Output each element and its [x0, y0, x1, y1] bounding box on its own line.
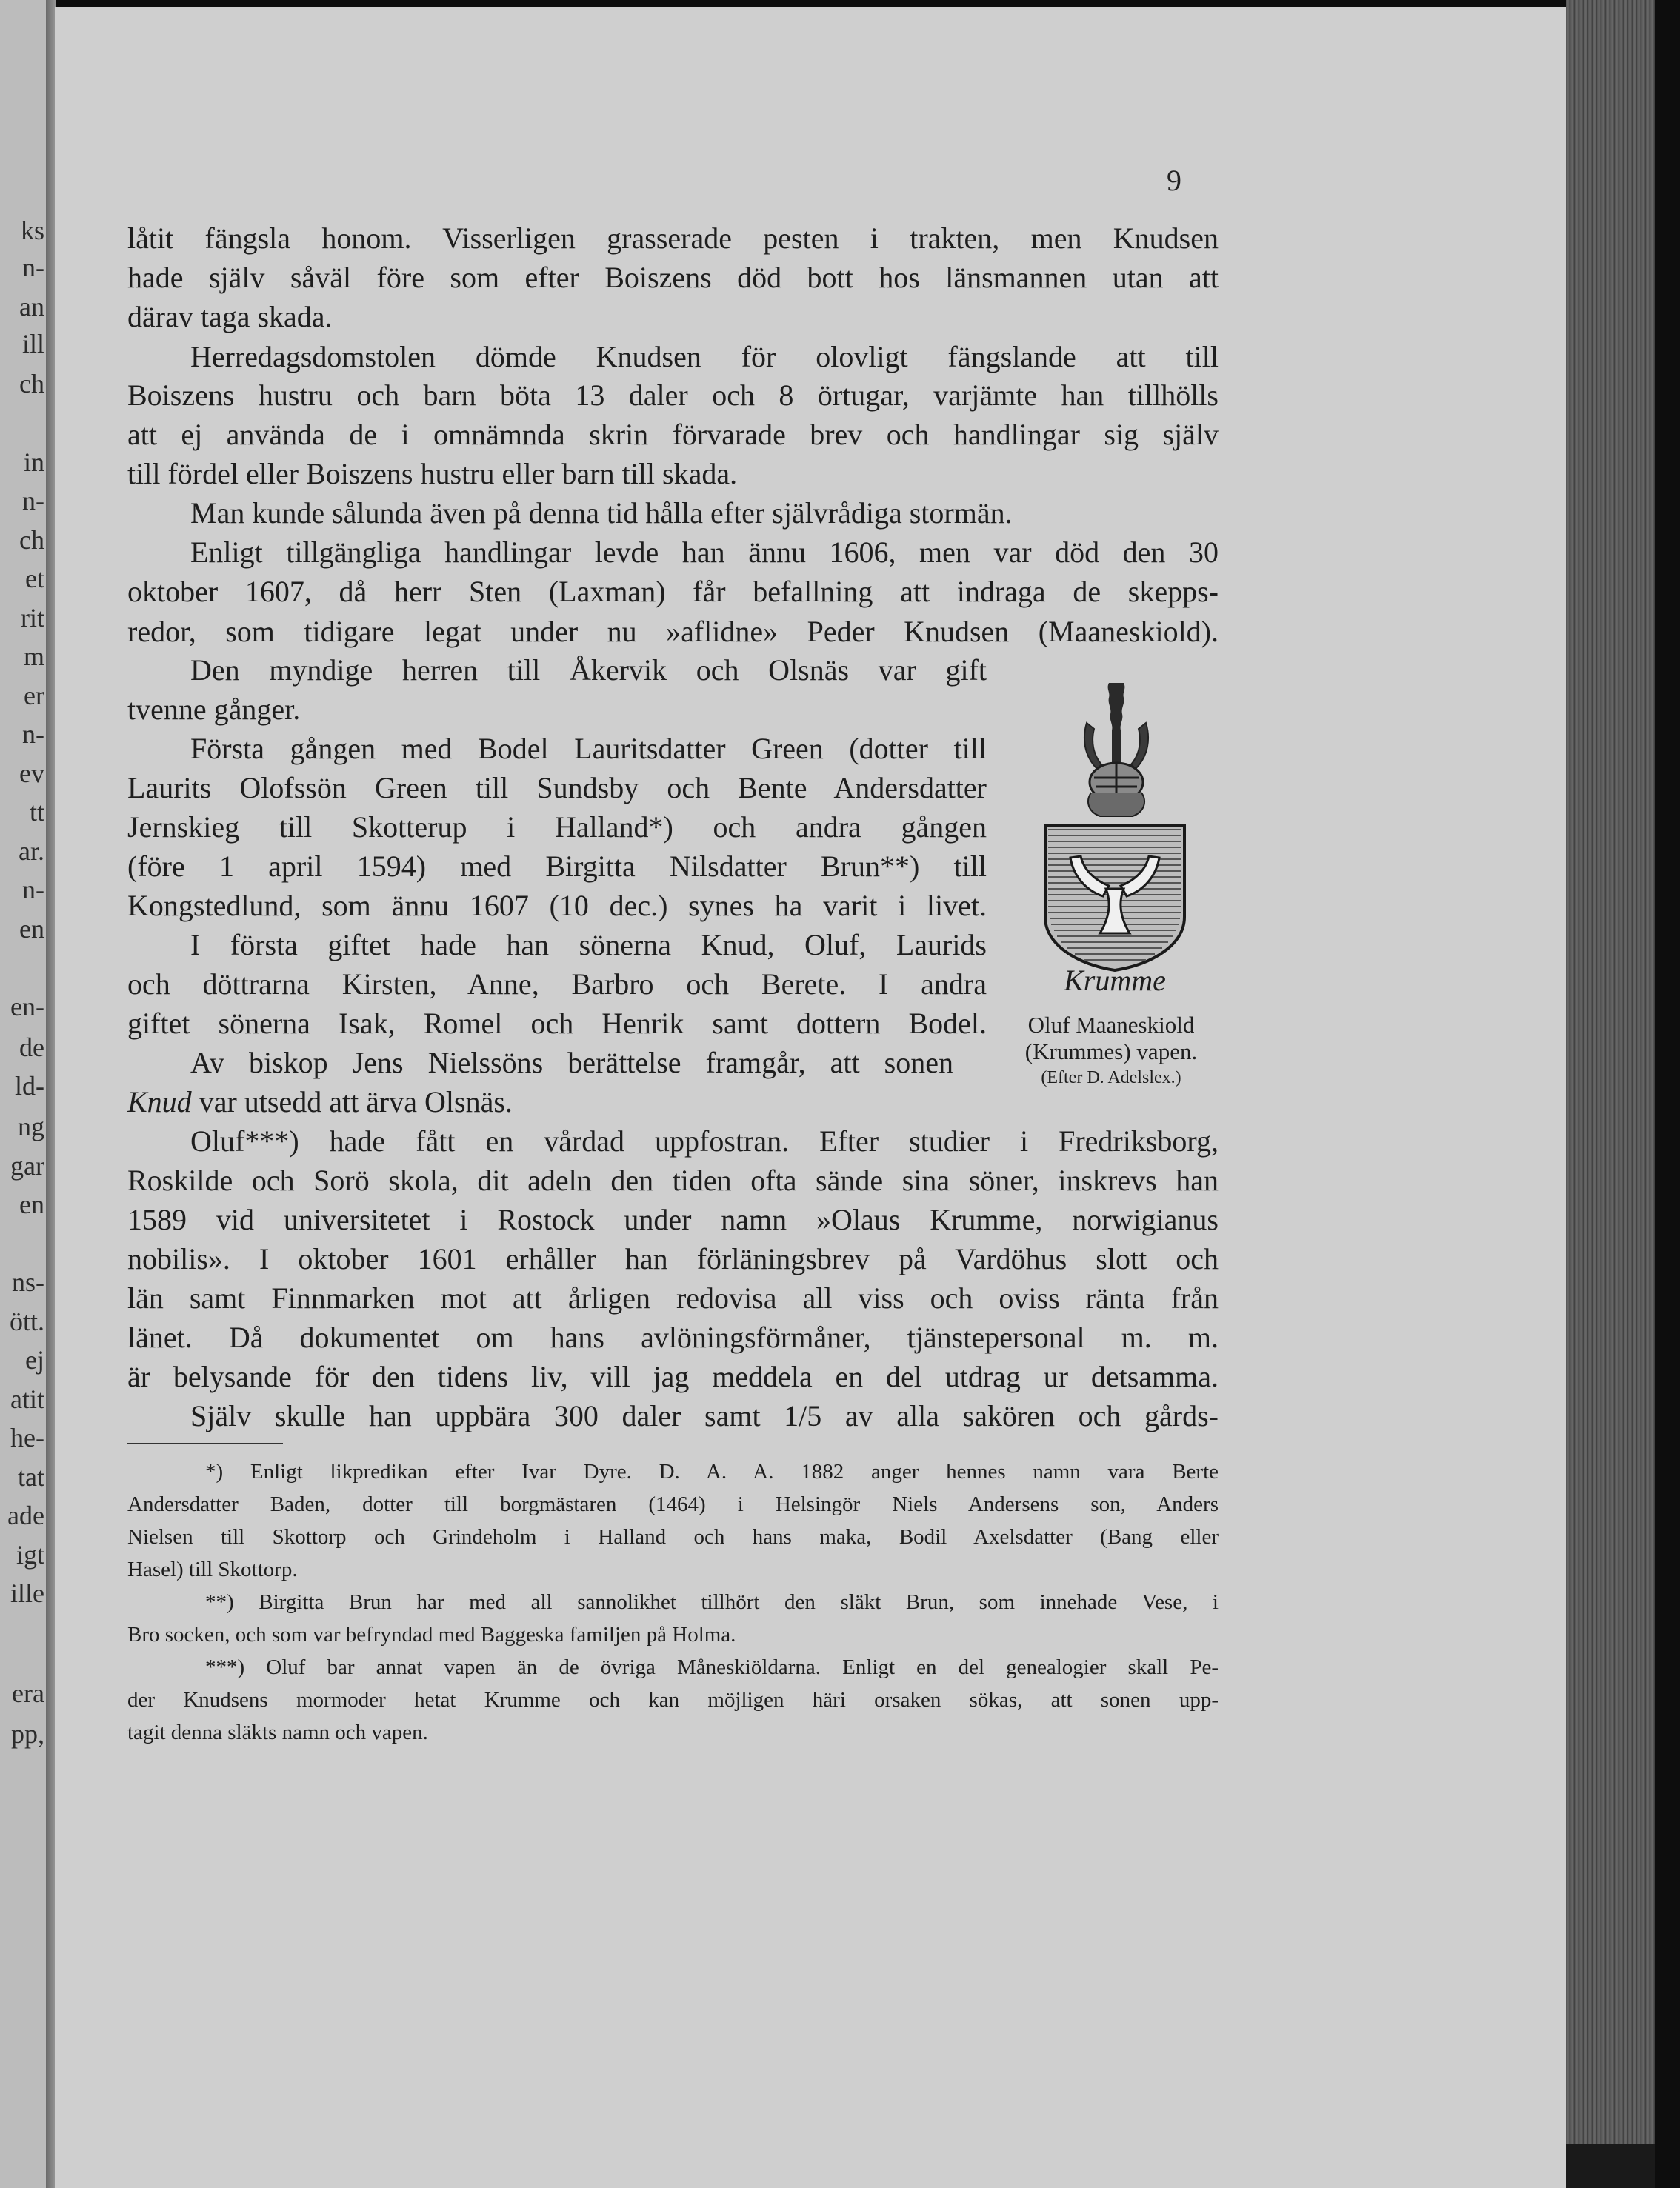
text-line: oktober 1607, då herr Sten (Laxman) får befallning att indraga de skepps-: [127, 575, 1219, 608]
left-fragment: ille: [10, 1578, 44, 1608]
left-fragment: tat: [18, 1462, 44, 1492]
left-fragment: tt: [29, 797, 44, 827]
text-line: tvenne gånger.: [127, 693, 301, 726]
left-fragment: en-: [10, 992, 44, 1021]
text-line: länet. Då dokumentet om hans avlöningsförmåner, tjänstepersonal m. m.: [127, 1321, 1219, 1354]
text-line: I första giftet hade han sönerna Knud, Oluf, Laurids: [190, 928, 987, 961]
left-fragment: en: [19, 1190, 44, 1219]
footnote-line: *) Enligt likpredikan efter Ivar Dyre. D. A. A. 1882 anger hennes namn vara Berte: [205, 1460, 1219, 1484]
book-page-edges: [1566, 0, 1655, 2188]
text-line: Första gången med Bodel Lauritsdatter Green (dotter till: [190, 732, 987, 765]
text-line-rest: var utsedd att ärva Olsnäs.: [199, 1085, 513, 1118]
helmet-crest: [1084, 683, 1148, 816]
left-fragment: ej: [25, 1345, 44, 1375]
left-fragment: era: [12, 1678, 44, 1708]
footnote-line: **) Birgitta Brun har med all sannolikhet tillhört den släkt Brun, som innehade Vese, i: [205, 1590, 1219, 1614]
text-line: Kongstedlund, som ännu 1607 (10 dec.) synes ha varit i livet.: [127, 889, 987, 922]
text-line: Roskilde och Sorö skola, dit adeln den tiden ofta sände sina söner, inskrevs han: [127, 1164, 1219, 1197]
left-fragment: atit: [10, 1384, 44, 1414]
footnote-line: Nielsen till Skottorp och Grindeholm i Halland och hans maka, Bodil Axelsdatter (Bang eller: [127, 1525, 1219, 1549]
text-line: (före 1 april 1594) med Birgitta Nilsdatter Brun**) till: [127, 850, 987, 883]
left-fragment: n-: [22, 253, 44, 282]
footnote-line: Hasel) till Skottorp.: [127, 1558, 298, 1581]
text-line: att ej använda de i omnämnda skrin förvarade brev och handlingar sig själv: [127, 418, 1219, 451]
text-line: därav taga skada.: [127, 300, 333, 333]
figure-caption: Oluf Maaneskiold: [1027, 1012, 1195, 1038]
left-fragment: in: [23, 447, 44, 477]
coat-of-arms-label: Krumme: [1064, 964, 1166, 997]
left-fragment: n-: [22, 486, 44, 516]
figure-caption: (Krummes) vapen.: [1024, 1038, 1198, 1064]
left-fragment: ött.: [9, 1307, 44, 1336]
footnote-line: tagit denna släkts namn och vapen.: [127, 1721, 428, 1744]
left-fragment: ch: [19, 369, 44, 398]
left-fragment: he-: [10, 1423, 44, 1452]
footnote-line: der Knudsens mormoder hetat Krumme och kan möjligen häri orsaken sökas, att sonen upp-: [127, 1688, 1219, 1712]
left-fragment: m: [23, 641, 44, 671]
left-fragment: en: [19, 914, 44, 944]
text-line: hade själv såväl före som efter Boiszens död bott hos länsmannen utan att: [127, 261, 1219, 294]
left-fragment: ill: [21, 329, 44, 358]
left-fragment: ev: [19, 758, 44, 788]
left-fragment: de: [19, 1033, 44, 1062]
text-line: Jernskieg till Skotterup i Halland*) och andra gången: [127, 810, 987, 844]
page-number: 9: [1167, 164, 1181, 197]
text-line: Boiszens hustru och barn böta 13 daler och 8 örtugar, varjämte han tillhölls: [127, 378, 1219, 412]
left-fragment: igt: [16, 1540, 44, 1570]
text-line: Enligt tillgängliga handlingar levde han ännu 1606, men var död den 30: [190, 536, 1219, 569]
left-page-edge: [0, 0, 52, 2188]
footnote-line: Andersdatter Baden, dotter till borgmästaren (1464) i Helsingör Niels Andersens son, Anders: [127, 1492, 1219, 1516]
figure-source: (Efter D. Adelslex.): [1041, 1068, 1181, 1087]
left-fragment: n-: [22, 875, 44, 904]
text-line: låtit fängsla honom. Visserligen grasserade pesten i trakten, men Knudsen: [127, 221, 1219, 255]
coat-of-arms: [1041, 681, 1189, 974]
text-line: Laurits Olofssön Green till Sundsby och Bente Andersdatter: [127, 771, 987, 804]
left-fragment: ng: [18, 1112, 44, 1141]
left-fragment: ks: [20, 216, 44, 245]
text-line: Av biskop Jens Nielssöns berättelse framgår, att sonen: [190, 1046, 953, 1079]
text-line: Oluf***) hade fått en vårdad uppfostran. Efter studier i Fredriksborg,: [190, 1124, 1219, 1158]
left-fragment: n-: [22, 719, 44, 749]
left-fragment: et: [25, 564, 44, 593]
text-line: län samt Finnmarken mot att årligen redovisa all viss och oviss ränta från: [127, 1281, 1219, 1315]
left-fragment: er: [24, 681, 44, 710]
left-fragment: ns-: [12, 1267, 44, 1297]
text-line: 1589 vid universitetet i Rostock under namn »Olaus Krumme, norwigianus: [127, 1203, 1219, 1236]
text-line: till fördel eller Boiszens hustru eller barn till skada.: [127, 457, 738, 490]
left-fragment: an: [19, 292, 44, 321]
text-line: giftet sönerna Isak, Romel och Henrik samt dottern Bodel.: [127, 1007, 987, 1040]
footnote-rule: [127, 1443, 283, 1444]
text-line: nobilis». I oktober 1601 erhåller han förläningsbrev på Vardöhus slott och: [127, 1242, 1219, 1275]
text-line-knud: [127, 1083, 646, 1121]
left-fragment: gar: [10, 1151, 44, 1181]
text-line: Man kunde sålunda även på denna tid hålla efter självrådiga stormän.: [190, 496, 1013, 530]
left-fragment: pp,: [11, 1719, 44, 1749]
text-line: Den myndige herren till Åkervik och Olsnäs var gift: [190, 653, 987, 687]
text-line: är belysande för den tidens liv, vill jag meddela en del utdrag ur detsamma.: [127, 1360, 1219, 1393]
left-fragment: ch: [19, 525, 44, 555]
left-fragment: rit: [21, 603, 44, 633]
italic-name-knud: Knud: [127, 1085, 192, 1118]
left-fragment: ade: [7, 1501, 44, 1530]
footnote-line: ***) Oluf bar annat vapen än de övriga Måneskiöldarna. Enligt en del genealogier skall Pe-: [205, 1655, 1219, 1679]
footnote-line: Bro socken, och som var befryndad med Baggeska familjen på Holma.: [127, 1623, 736, 1647]
text-line: och döttrarna Kirsten, Anne, Barbro och Berete. I andra: [127, 967, 987, 1001]
text-line: redor, som tidigare legat under nu »aflidne» Peder Knudsen (Maaneskiold).: [127, 615, 1219, 648]
text-line: Själv skulle han uppbära 300 daler samt 1/5 av alla sakören och gårds-: [190, 1399, 1219, 1432]
left-fragment: ar.: [19, 836, 44, 866]
left-fragment: ld-: [15, 1071, 44, 1101]
text-line: Herredagsdomstolen dömde Knudsen för olovligt fängslande att till: [190, 340, 1219, 373]
shield: [1045, 825, 1184, 970]
